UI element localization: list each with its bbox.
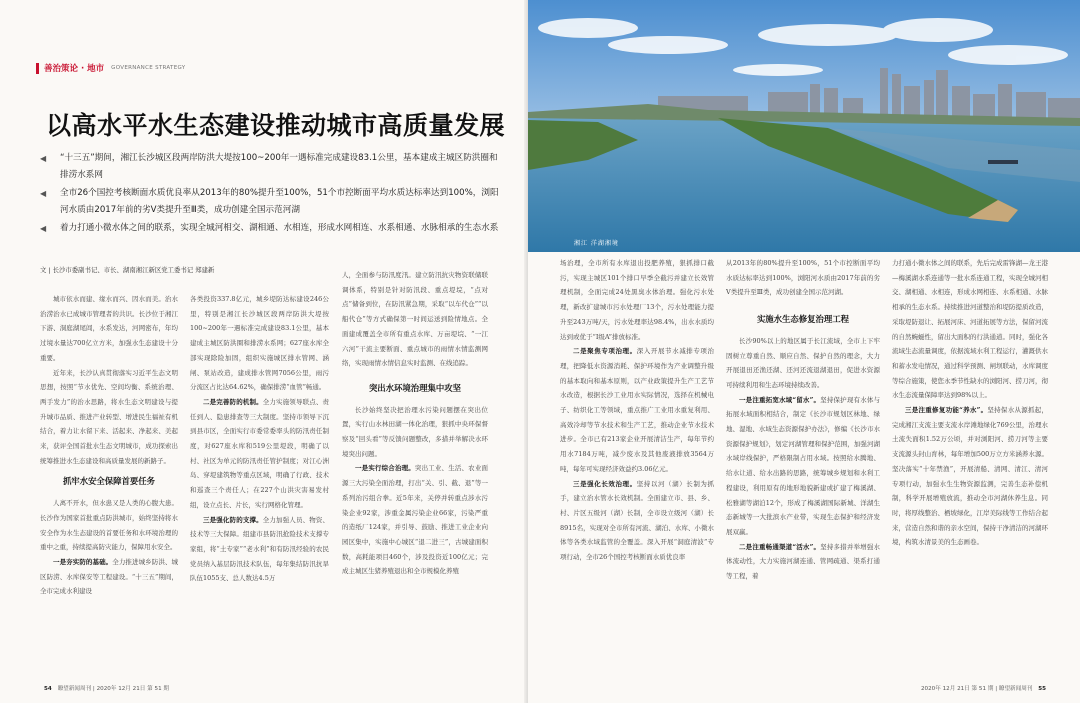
subheading: 突出水环境治理集中攻坚 — [368, 382, 462, 393]
paragraph: 二是完善防的机制。全力实施领导联点、责任到人、隐患排查等三大制度。坚持市领导下沉到县市区，全面实行市委常委率头的防汛责任制度，对627座水库和519公里堤段，明确了以村、社区为单元的防汛责任管护制度；对江心洲岛、穿堤建筑物等重点区域，明确了行政、技术和巡查三个责任人；在227个山洪灾害易发村组，设立点长、片长，实行网格化管理。 — [190, 397, 329, 509]
right-page — [528, 0, 1080, 703]
summary-item: ◀ 着力打通小微水体之间的联系，实现全城河相交、湖相通、水相连，形成水网相连、水系相通、水脉相承的生态水系 — [38, 220, 500, 237]
paragraph-lead: 三是强化防的支撑。 — [203, 515, 263, 524]
paragraph: 从2013年的80%提升至100%，51个市控断面平均水质达标率达到100%，浏阳河水质由2017年前的劣Ⅴ类提升至Ⅲ类，成功创建全国示范河湖。 — [726, 259, 880, 297]
article-column-1 — [40, 292, 178, 680]
paragraph-lead: 二是聚焦专项治理。 — [573, 347, 637, 356]
paragraph: 一是注重拓宽水域“留水”。坚持保护现有水体与拓展水域面积相结合，制定《长沙市规划区林地、绿地、湿地、水域生态资源保护办法》，修编《长沙市水资源保护规划》，划定河湖管理和保护范围，加强河湖水域岸线保护，严格限制占用水域。按照给水腾地、给水让道、给水出路的思路，统筹城乡规划和水利工程建设，利用原有的地形地貌新建或扩建了梅溪湖、松雅湖等湖泊12个，形成了梅溪湖国际新城、洋湖生态新城等一大批滨水产业带，实现生态保护和经济发展双赢。 — [726, 395, 880, 536]
article-column-3 — [342, 268, 488, 680]
paragraph: 一是实行综合治理。突出工业、生活、农业面源三大污染全面治理，打出“关、引、截、退”等一系列治污组合拳。近5年来，关停并转重点涉水污染企业92家，涉重金属污染企业66家，污染严重的造纸厂124家，并引导、鼓励、推进工业企业向园区集中，实施中心城区“退二进三”，古城建面积数，高耗能项目460个，涉及投资近100亿元；完成主城区生猪养殖退出和全市规模化养殖 — [342, 464, 488, 576]
headline: 以高水平水生态建设推动城市高质量发展 — [46, 111, 506, 140]
page-number: 54 — [44, 686, 52, 692]
summary-list — [38, 150, 500, 238]
section-title-en: GOVERNANCE STRATEGY — [111, 65, 186, 71]
publication-info: 瞭望新闻周刊 | 2020年 12月 21日 第 51 期 — [57, 686, 170, 692]
article-column-4 — [560, 256, 714, 680]
paragraph: 一是夯实防的基础。全力推进城乡防洪、城区防涝、水库保安等工程建设。“十三五”期间，全市完成水利建设 — [40, 557, 178, 596]
summary-item: ◀ “十三五”期间，湘江长沙城区段两岸防洪大堤按100~200年一遇标准完成建设83.1公里，基本建成主城区防洪圈和排涝水系网 — [38, 150, 500, 184]
arrow-icon: ◀ — [40, 189, 47, 198]
left-page — [0, 0, 528, 703]
section-tag — [36, 62, 185, 74]
paragraph: 三是强化长效治理。坚持以河（湖）长制为抓手，建立治水管水长效机制。全面建立市、县、乡、村、片区五级河（湖）长制，全市设立级河（湖）长8915名，实现对全市所有河流、湖泊、水库、小微水体等各类水域监管的全覆盖。深入开展“洞庭清波”专项行动，全市26个国控考核断面水质优良率 — [560, 479, 714, 562]
paragraph: 人离不开水，但水患又是人类的心腹大患。长沙作为国家首批重点防洪城市，始终坚持将水安全作为水生态建设的首要任务和水环境治理的重中之重，持续提高防灾能力，保障用水安全。 — [40, 499, 178, 552]
paragraph-lead: 三是强化长效治理。 — [573, 479, 637, 488]
byline: 文 | 长沙市委副书记、市长、湖南湘江新区党工委书记 郑建新 — [40, 266, 215, 274]
arrow-icon: ◀ — [40, 224, 47, 233]
paragraph-lead: 三是注重修复功能“养水”。 — [905, 406, 988, 415]
paragraph: 各类投资337.8亿元，城乡堤防达标建设246公里，特别是湘江长沙城区段两岸防洪大堤按100~200年一遇标准完成建设83.1公里，基本建成主城区防洪圈和排涝水系网；627座水库全部实现除险加固，组织实施城区排水管网、涵闸、泵站改造，建成排水管网7056公里，雨污分流区占比达64.62%，确保排涝“血管”畅通。 — [190, 295, 329, 392]
section-title: 善治策论 · 地市 — [44, 64, 105, 74]
paragraph: 近年来，长沙认真贯彻落实习近平生态文明思想，按照“节水优先、空间均衡、系统治理、两手发力”的治水思路，将水生态文明建设与提升城市品质、推进产业转型、增进民生福祉有机结合，着力让水留下来、活起来、净起来、美起来，获评全国首批水生态文明城市，成功探索出统筹推进水生态建设和高质量发展的新路子。 — [40, 368, 178, 465]
paragraph: 二是聚焦专项治理。深入开展节水减排专项治理，把降低水资源消耗、保护环境作为产业调整升级的基本取向和基本原则，以产业政策提升生产工艺节水改造，根据长沙工业用水实际情况，选择在机械电子、纺织化工等领域，重点推广工业用水重复利用、高效冷却等节水技术和生产工艺，推动企业节水技术进步。全市已有213家企业开展清洁生产，每年节约用水7184万吨，减少废水及其他废液排放3564万吨，每年可实现经济效益约3.06亿元。 — [560, 347, 714, 473]
arrow-icon: ◀ — [40, 154, 47, 163]
paragraph-lead: 一是实行综合治理。 — [355, 464, 415, 473]
paragraph-lead: 二是注重畅通渠道“活水”。 — [739, 542, 821, 551]
paragraph: 二是注重畅通渠道“活水”。坚持多措并举增强水体流动性，大力实施河湖连通、管网疏通、渠系打通等工程，着 — [726, 542, 880, 581]
paragraph-lead: 一是夯实防的基础。 — [53, 557, 113, 566]
article-column-6 — [892, 256, 1048, 680]
paragraph: 城市依水而建、缘水而兴、因水而美。治水治涝治水已成城市管理者的共识。长沙位于湘江下游、洞庭湖尾闾，水系发达，河网密布，年均过境水量达700亿立方米，加强水生态建设十分重要。 — [40, 295, 178, 362]
footer-right — [921, 684, 1050, 692]
summary-item: ◀ 全市26个国控考核断面水质优良率从2013年的80%提升至100%，51个市控断面平均水质达标率达到100%，浏阳河水质由2017年前的劣Ⅴ类提升至Ⅲ类，成功创建全国示范河湖 — [38, 185, 500, 219]
paragraph: 场治理，全市所有水库退出投肥养殖，狠抓排口截污，实现主城区101个排口早季全截污并建立长效管理机制，全面完成24处黑臭水体治理。强化污水处理，新改扩建城市污水处理厂13个，污水处理能力提升至243万吨/天，污水处理率达98.4%，出水水质均达到或优于“Ⅰ级A”排放标准。 — [560, 259, 714, 341]
subheading: 实施水生态修复治理工程 — [756, 314, 850, 325]
article-column-2 — [190, 292, 329, 680]
page-number: 55 — [1038, 686, 1046, 692]
boat — [988, 160, 1018, 164]
paragraph: 长沙始终坚决把治理水污染问题摆在突出位置，实行山水林田湖一体化治理，狠抓中央环保督察及“回头看”等反馈问题整改，多措并举解决水环境突出问题。 — [342, 405, 488, 458]
article-column-5 — [726, 256, 880, 680]
paragraph: 人，全面参与防汛度汛。建立防汛抗灾物资联储联调体系，特别是针对防汛段、重点堤垸，“点对点”储备到位，在防汛紧急期，采取“以车代仓”“以船代仓”等方式确保第一时间运送到险情地点。全面建成覆盖全市所有重点水库、万亩堤垸、“一江六河”干流主要断面、重点城市的雨情水情监测网络，实现雨情水情信息实时监测、在线追踪。 — [342, 271, 488, 368]
subheading: 抓牢水安全保障首要任务 — [62, 476, 156, 487]
section-marker — [36, 63, 39, 74]
footer-left — [40, 684, 169, 692]
paragraph: 力打通小微水体之间的联系，先后完成雷锋湖—龙王港—梅溪湖水系连通等一批水系连通工程，实现全城河相交、湖相通、水相连，形成水网相连、水系相通、水脉相承的生态水系。持续推进河道整治和堤防提质改造，采取堤防退让、拓展河床、河道拓展等方法，保留河流的自然蜿蜒性，留出大面积的行洪通道。同时，强化各流域生态流量调度，依据流域水利工程运行，灌溉供水和蓄水发电情况，通过科学预测、闸坝联动，水库调度等综合施策，使您永季节性缺水的浏阳河、捞刀河，彻水生态流量保障率达到98%以上。 — [892, 259, 1048, 400]
paragraph-lead: 一是注重拓宽水域“留水”。 — [739, 395, 821, 404]
paragraph: 长沙90%以上的地区属于长江流域，全市上下牢固树立尊重自然、顺应自然、保护自然的理念，大力开展退田还渔还湖、还河还流退湖退田，促进水资源可持续利用和生态环境持续改善。 — [726, 336, 880, 389]
paragraph: 三是强化防的支撑。全力加强人员、物资、技术等三大保障。组建市县防汛抢险技术支撑专家组，将“土专家”“老水利”和有防汛经验的农民党员纳入基层防汛技术队伍，每年集结防汛抗旱队伍1055支、总人数达4.5万 — [190, 515, 329, 583]
photo-caption: 湘江 洋湖湘境 — [574, 240, 619, 247]
paragraph: 三是注重修复功能“养水”。坚持保水从源抓起，完成湘江支流主要支流水岸滩地绿化769公里，治理水土流失面积1.52万公顷，并对浏阳河、捞刀河等主要支流源头封山育林，每年增加500万立方米涵养水源。坚决落实“十年禁渔”，开展清船、清网、清江、清河专项行动，加强水生生物资源监测，完善生态补偿机制，科学开展增殖放流，推动全市河湖休养生息。同时，将厚线整治、栖坡绿化，江岸美际线等工作结合起来，营造自然和谐的亲水空间，保持干净清洁的河湖环境，构筑水清景美的生态画卷。 — [892, 406, 1048, 547]
paragraph-lead: 二是完善防的机制。 — [203, 397, 263, 406]
publication-info: 2020年 12月 21日 第 51 期 | 瞭望新闻周刊 — [920, 686, 1033, 692]
hero-photo-river-city — [528, 0, 1080, 252]
